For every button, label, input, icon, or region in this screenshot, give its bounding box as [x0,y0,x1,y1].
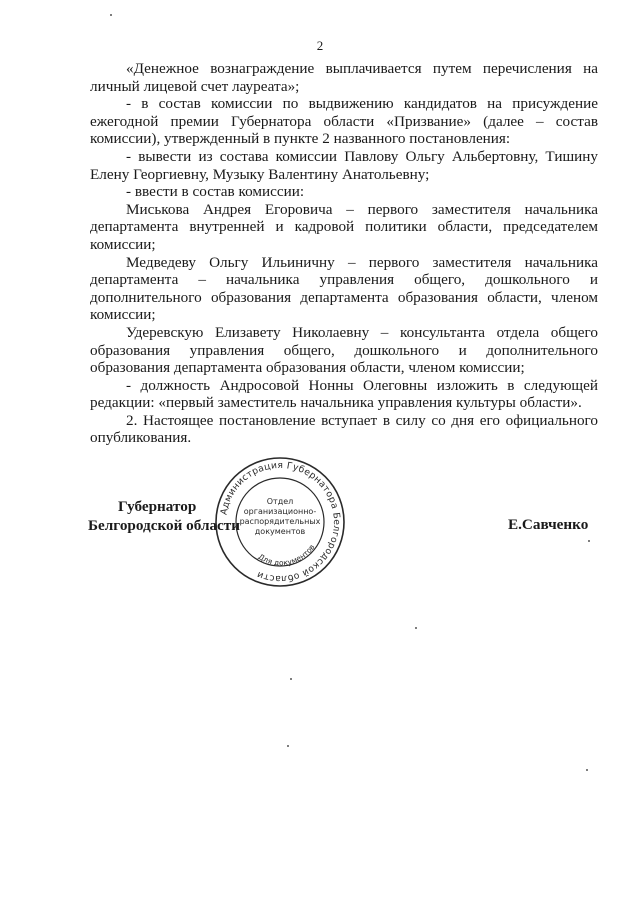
paragraph: - ввести в состав комиссии: [126,183,305,201]
stamp-bottom-text: Для документов [256,542,317,568]
paragraph: - должность Андросовой Нонны Олеговны изложить в следующей редакции: «первый заместитель начальника управления культуры области». [90,376,598,412]
paragraph: Удеревскую Елизавету Николаевну – консультанта отдела общего образования управления общего, дошкольного и дополнительного образования департамента образования области, членом комиссии; [90,323,598,377]
stamp-center-line3: распорядительных [239,517,321,526]
scan-speck [415,627,417,629]
stamp-center-line2: организационно- [243,507,317,516]
scan-speck [586,769,588,771]
scan-speck [110,14,112,16]
paragraph: Миськова Андрея Егоровича – первого заместителя начальника департамента внутренней и кадровой политики области, председателем комиссии; [90,200,598,253]
scan-speck [588,540,590,542]
signatory-title-line1: Губернатор [118,498,197,515]
signatory-title-line2: Белгородской области [88,517,241,534]
scan-speck [290,678,292,680]
stamp-ring-text: Администрация Губернатора Белгородской области [218,459,343,585]
scan-speck [287,745,289,747]
paragraph: - вывести из состава комиссии Павлову Ольгу Альбертовну, Тишину Елену Георгиевну, Музыку Валентину Анатольевну; [90,147,598,183]
page-number: 2 [316,38,324,53]
paragraph: «Денежное вознаграждение выплачивается путем перечисления на личный лицевой счет лауреата»; [90,60,598,95]
signatory-name: Е.Савченко [508,516,589,533]
stamp-center-line1: Отдел [266,497,294,506]
paragraph: Медведеву Ольгу Ильиничну – первого заместителя начальника департамента – начальника управления общего, дошкольного и дополнительного образования департамента образования области, членом комиссии; [90,253,598,324]
stamp-center-line4: документов [254,527,306,536]
paragraph: - в состав комиссии по выдвижению кандидатов на присуждение ежегодной премии Губернатора области «Призвание» (далее – состав комиссии), утвержденный в пункте 2 названного постановления: [90,95,598,148]
document-body [90,60,598,447]
official-stamp [214,456,346,588]
paragraph: 2. Настоящее постановление вступает в силу со дня его официального опубликования. [90,411,598,447]
